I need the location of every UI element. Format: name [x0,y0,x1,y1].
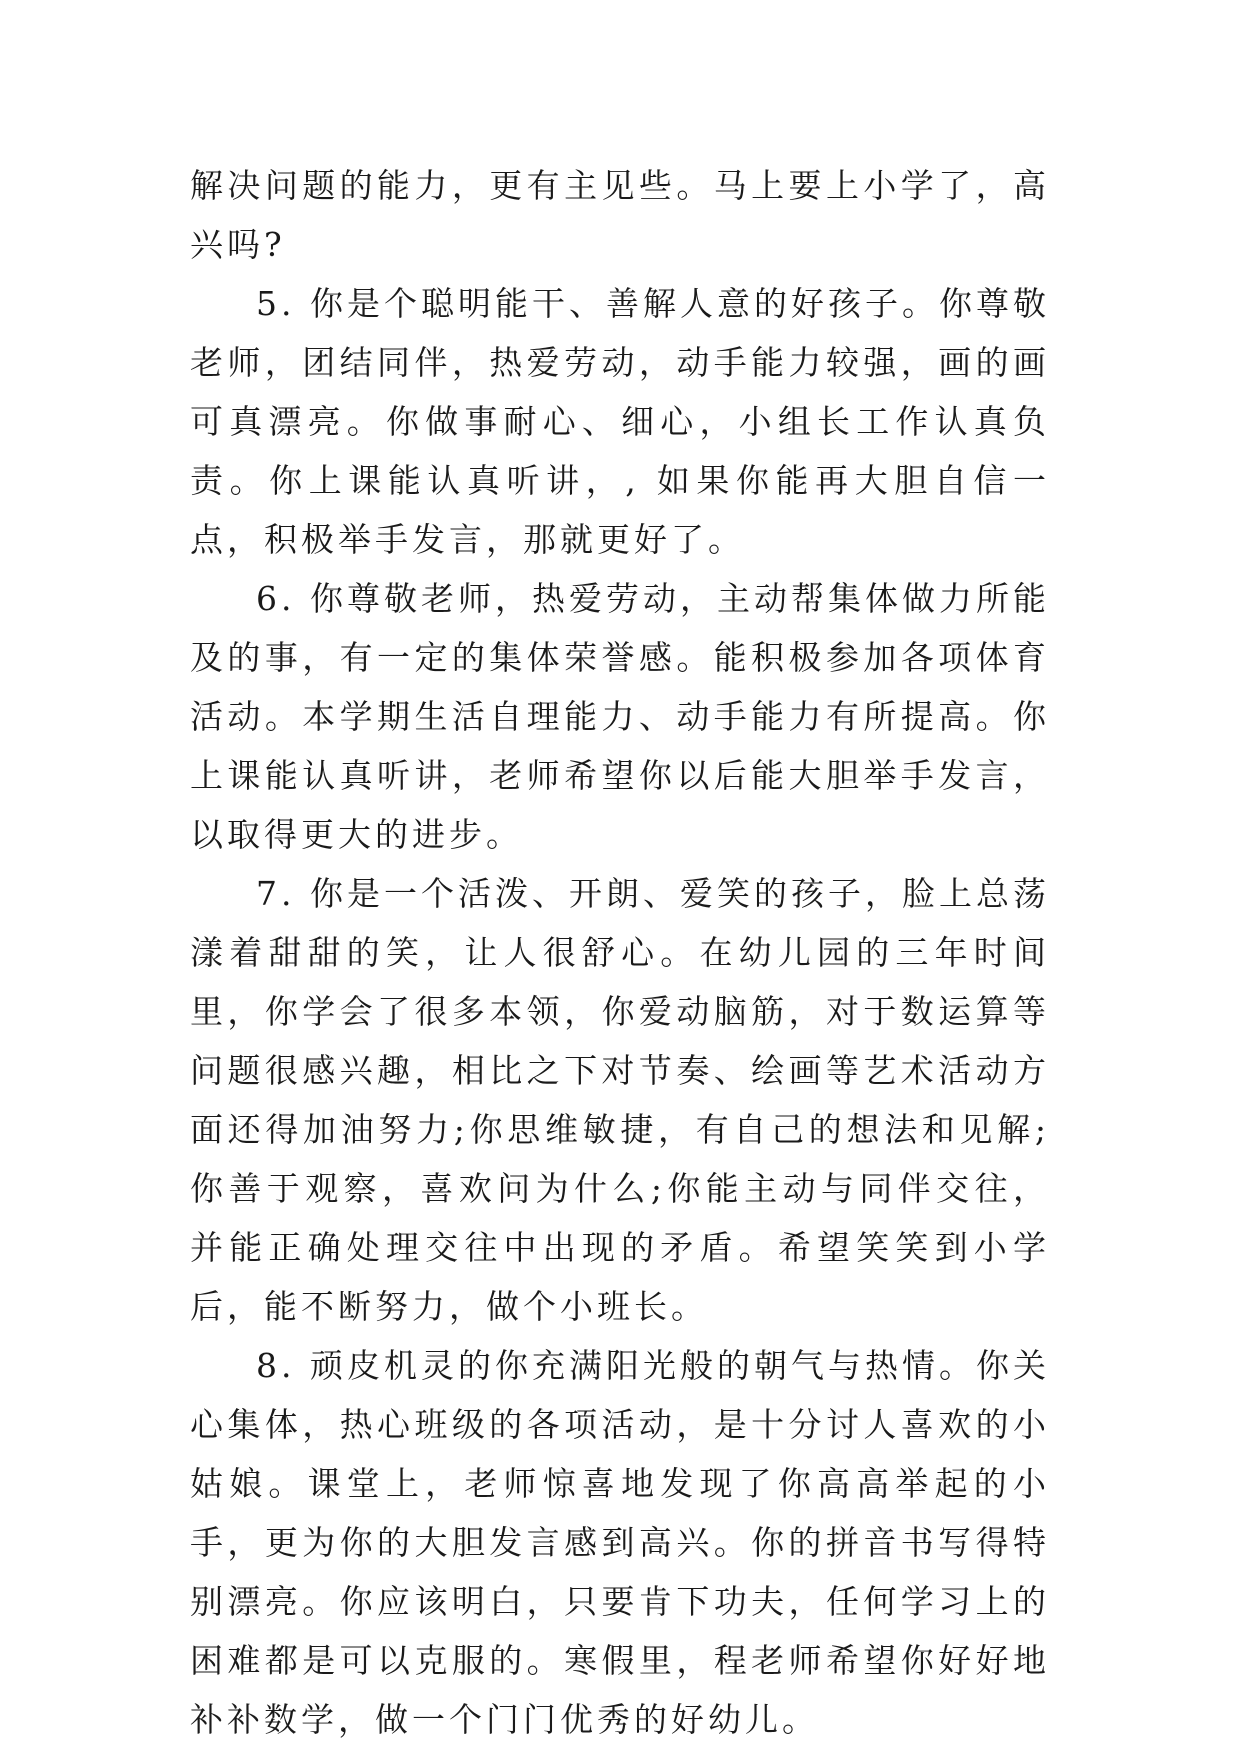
paragraph-item-5: 5. 你是个聪明能干、善解人意的好孩子。你尊敬老师，团结同伴，热爱劳动，动手能力较强，画的画可真漂亮。你做事耐心、细心，小组长工作认真负责。你上课能认真听讲，, 如果你能再大胆自信一点，积极举手发言，那就更好了。 [190,284,1050,559]
paragraph-item-6: 6. 你尊敬老师，热爱劳动，主动帮集体做力所能及的事，有一定的集体荣誉感。能积极参加各项体育活动。本学期生活自理能力、动手能力有所提高。你上课能认真听讲，老师希望你以后能大胆举手发言，以取得更大的进步。 [190,579,1050,854]
paragraph-continuation: 解决问题的能力，更有主见些。马上要上小学了，高兴吗? [190,166,1050,264]
document-body [190,156,1050,1749]
paragraph-item-7: 7. 你是一个活泼、开朗、爱笑的孩子，脸上总荡漾着甜甜的笑，让人很舒心。在幼儿园的三年时间里，你学会了很多本领，你爱动脑筋，对于数运算等问题很感兴趣，相比之下对节奏、绘画等艺术活动方面还得加油努力;你思维敏捷，有自己的想法和见解;你善于观察，喜欢问为什么;你能主动与同伴交往，并能正确处理交往中出现的矛盾。希望笑笑到小学后，能不断努力，做个小班长。 [190,874,1050,1326]
paragraph-item-8: 8. 顽皮机灵的你充满阳光般的朝气与热情。你关心集体，热心班级的各项活动，是十分讨人喜欢的小姑娘。课堂上，老师惊喜地发现了你高高举起的小手，更为你的大胆发言感到高兴。你的拼音书写得特别漂亮。你应该明白，只要肯下功夫，任何学习上的困难都是可以克服的。寒假里，程老师希望你好好地补补数学，做一个门门优秀的好幼儿。 [190,1346,1050,1739]
